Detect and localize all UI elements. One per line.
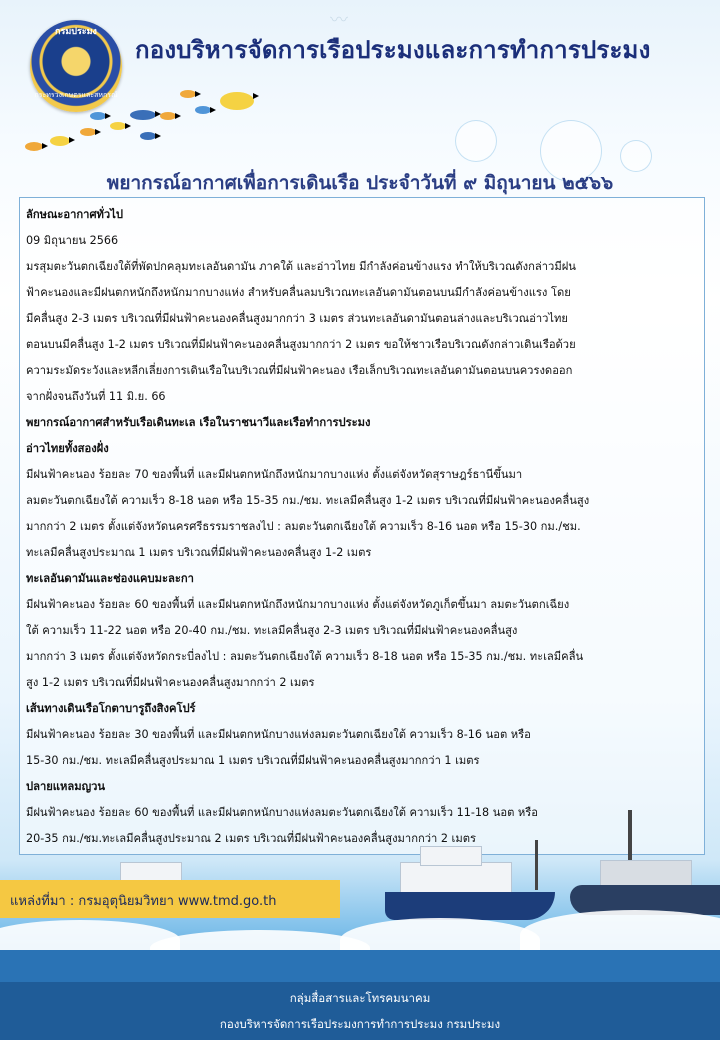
logo-bottom-text: กระทรวงเกษตรและสหกรณ์ <box>34 91 118 99</box>
section-line: มีฝนฟ้าคะนอง ร้อยละ 60 ของพื้นที่ และมีฝนตกหนักถึงหนักมากบางแห่ง ตั้งแต่จังหวัดภูเก็ตขึ้นมา ลมตะวันตกเฉียง <box>26 598 570 611</box>
general-line: มรสุมตะวันตกเฉียงใต้ที่พัดปกคลุมทะเลอันดามัน ภาคใต้ และอ่าวไทย มีกำลังค่อนข้างแรง ทำให้บริเวณดังกล่าวมีฝน <box>26 260 576 273</box>
section-line: 15-30 กม./ชม. ทะเลมีคลื่นสูงประมาณ 1 เมตร บริเวณที่มีฝนฟ้าคะนองคลื่นสูงมากกว่า 1 เมตร <box>26 754 480 767</box>
org-title: กองบริหารจัดการเรือประมงและการทำการประมง <box>135 36 651 64</box>
general-line: ฟ้าคะนองและมีฝนตกหนักถึงหนักมากบางแห่ง สำหรับคลื่นลมบริเวณทะเลอันดามันตอนบนมีกำลังค่อนข้างแรง โดย <box>26 286 571 299</box>
section-line: ลมตะวันตกเฉียงใต้ ความเร็ว 8-18 นอต หรือ 15-35 กม./ชม. ทะเลมีคลื่นสูง 1-2 เมตร บริเวณที่มีฝนฟ้าคะนองคลื่นสูง <box>26 494 590 507</box>
section-line: ใต้ ความเร็ว 11-22 นอต หรือ 20-40 กม./ชม. ทะเลมีคลื่นสูง 2-3 เมตร บริเวณที่มีฝนฟ้าคะนองคลื่นสูง <box>26 624 518 637</box>
general-line: จากฝั่งจนถึงวันที่ 11 มิ.ย. 66 <box>26 390 166 403</box>
general-paragraph <box>26 254 698 410</box>
forecast-title: พยากรณ์อากาศเพื่อการเดินเรือ ประจำวันที่ ๙ มิถุนายน ๒๕๖๖ <box>106 172 614 194</box>
section-gulf-of-thailand <box>26 436 698 566</box>
section-line: มากกว่า 3 เมตร ตั้งแต่จังหวัดกระบี่ลงไป : ลมตะวันตกเฉียงใต้ ความเร็ว 8-18 นอต หรือ 15-35 กม./ชม. ทะเลมีคลื่น <box>26 650 584 663</box>
general-line: ความระมัดระวังและหลีกเลี่ยงการเดินเรือในบริเวณที่มีฝนฟ้าคะนอง เรือเล็กบริเวณทะเลอันดามันตอนบนควรงดออก <box>26 364 573 377</box>
section-heading: อ่าวไทยทั้งสองฝั่ง <box>26 442 109 455</box>
forecast-heading: พยากรณ์อากาศสำหรับเรือเดินทะเล เรือในราชนาวีและเรือทำการประมง <box>26 416 371 429</box>
footer-line-2: กองบริหารจัดการเรือประมงการทำการประมง กรมประมง <box>219 1017 501 1031</box>
section-line: สูง 1-2 เมตร บริเวณที่มีฝนฟ้าคะนองคลื่นสูงมากกว่า 2 เมตร <box>26 676 315 689</box>
forecast-content-box <box>19 197 705 855</box>
section-line: มีฝนฟ้าคะนอง ร้อยละ 30 ของพื้นที่ และมีฝนตกหนักบางแห่งลมตะวันตกเฉียงใต้ ความเร็ว 8-16 นอต หรือ <box>26 728 531 741</box>
fish-school-illustration <box>20 82 290 162</box>
section-heading: เส้นทางเดินเรือโกตาบารูถึงสิงคโปร์ <box>26 702 196 715</box>
general-heading: ลักษณะอากาศทั่วไป <box>26 208 123 221</box>
decor-bubble <box>455 120 497 162</box>
section-heading: ปลายแหลมญวน <box>26 780 106 793</box>
section-line: มีฝนฟ้าคะนอง ร้อยละ 70 ของพื้นที่ และมีฝนตกหนักถึงหนักมากบางแห่ง ตั้งแต่จังหวัดสุราษฎร์ธานีขึ้นมา <box>26 468 523 481</box>
section-line: ทะเลมีคลื่นสูงประมาณ 1 เมตร บริเวณที่มีฝนฟ้าคะนองคลื่นสูง 1-2 เมตร <box>26 546 372 559</box>
section-andaman-sea <box>26 566 698 696</box>
forecast-date: 09 มิถุนายน 2566 <box>26 234 119 247</box>
seagull-icon: 〰 <box>330 10 348 31</box>
section-line: มากกว่า 2 เมตร ตั้งแต่จังหวัดนครศรีธรรมราชลงไป : ลมตะวันตกเฉียงใต้ ความเร็ว 8-16 นอต หรือ 15-30 กม./ชม. <box>26 520 581 533</box>
source-label: แหล่งที่มา : กรมอุตุนิยมวิทยา www.tmd.go.th <box>0 880 340 918</box>
logo-top-text: กรมประมง <box>55 27 97 37</box>
section-ca-mau-cape <box>26 774 698 852</box>
section-kota-bharu-singapore <box>26 696 698 774</box>
section-heading: ทะเลอันดามันและช่องแคบมะละกา <box>26 572 194 585</box>
section-line: 20-35 กม./ชม.ทะเลมีคลื่นสูงประมาณ 2 เมตร บริเวณที่มีฝนฟ้าคะนองคลื่นสูงมากกว่า 2 เมตร <box>26 832 477 845</box>
general-line: มีคลื่นสูง 2-3 เมตร บริเวณที่มีฝนฟ้าคะนองคลื่นสูงมากกว่า 3 เมตร ส่วนทะเลอันดามันตอนล่างและบริเวณอ่าวไทย <box>26 312 568 325</box>
section-line: มีฝนฟ้าคะนอง ร้อยละ 60 ของพื้นที่ และมีฝนตกหนักบางแห่งลมตะวันตกเฉียงใต้ ความเร็ว 11-18 นอต หรือ <box>26 806 538 819</box>
general-line: ตอนบนมีคลื่นสูง 1-2 เมตร บริเวณที่มีฝนฟ้าคะนองคลื่นสูงมากกว่า 2 เมตร ขอให้ชาวเรือบริเวณดังกล่าวเดินเรือด้วย <box>26 338 576 351</box>
footer-line-1: กลุ่มสื่อสารและโทรคมนาคม <box>289 991 431 1005</box>
